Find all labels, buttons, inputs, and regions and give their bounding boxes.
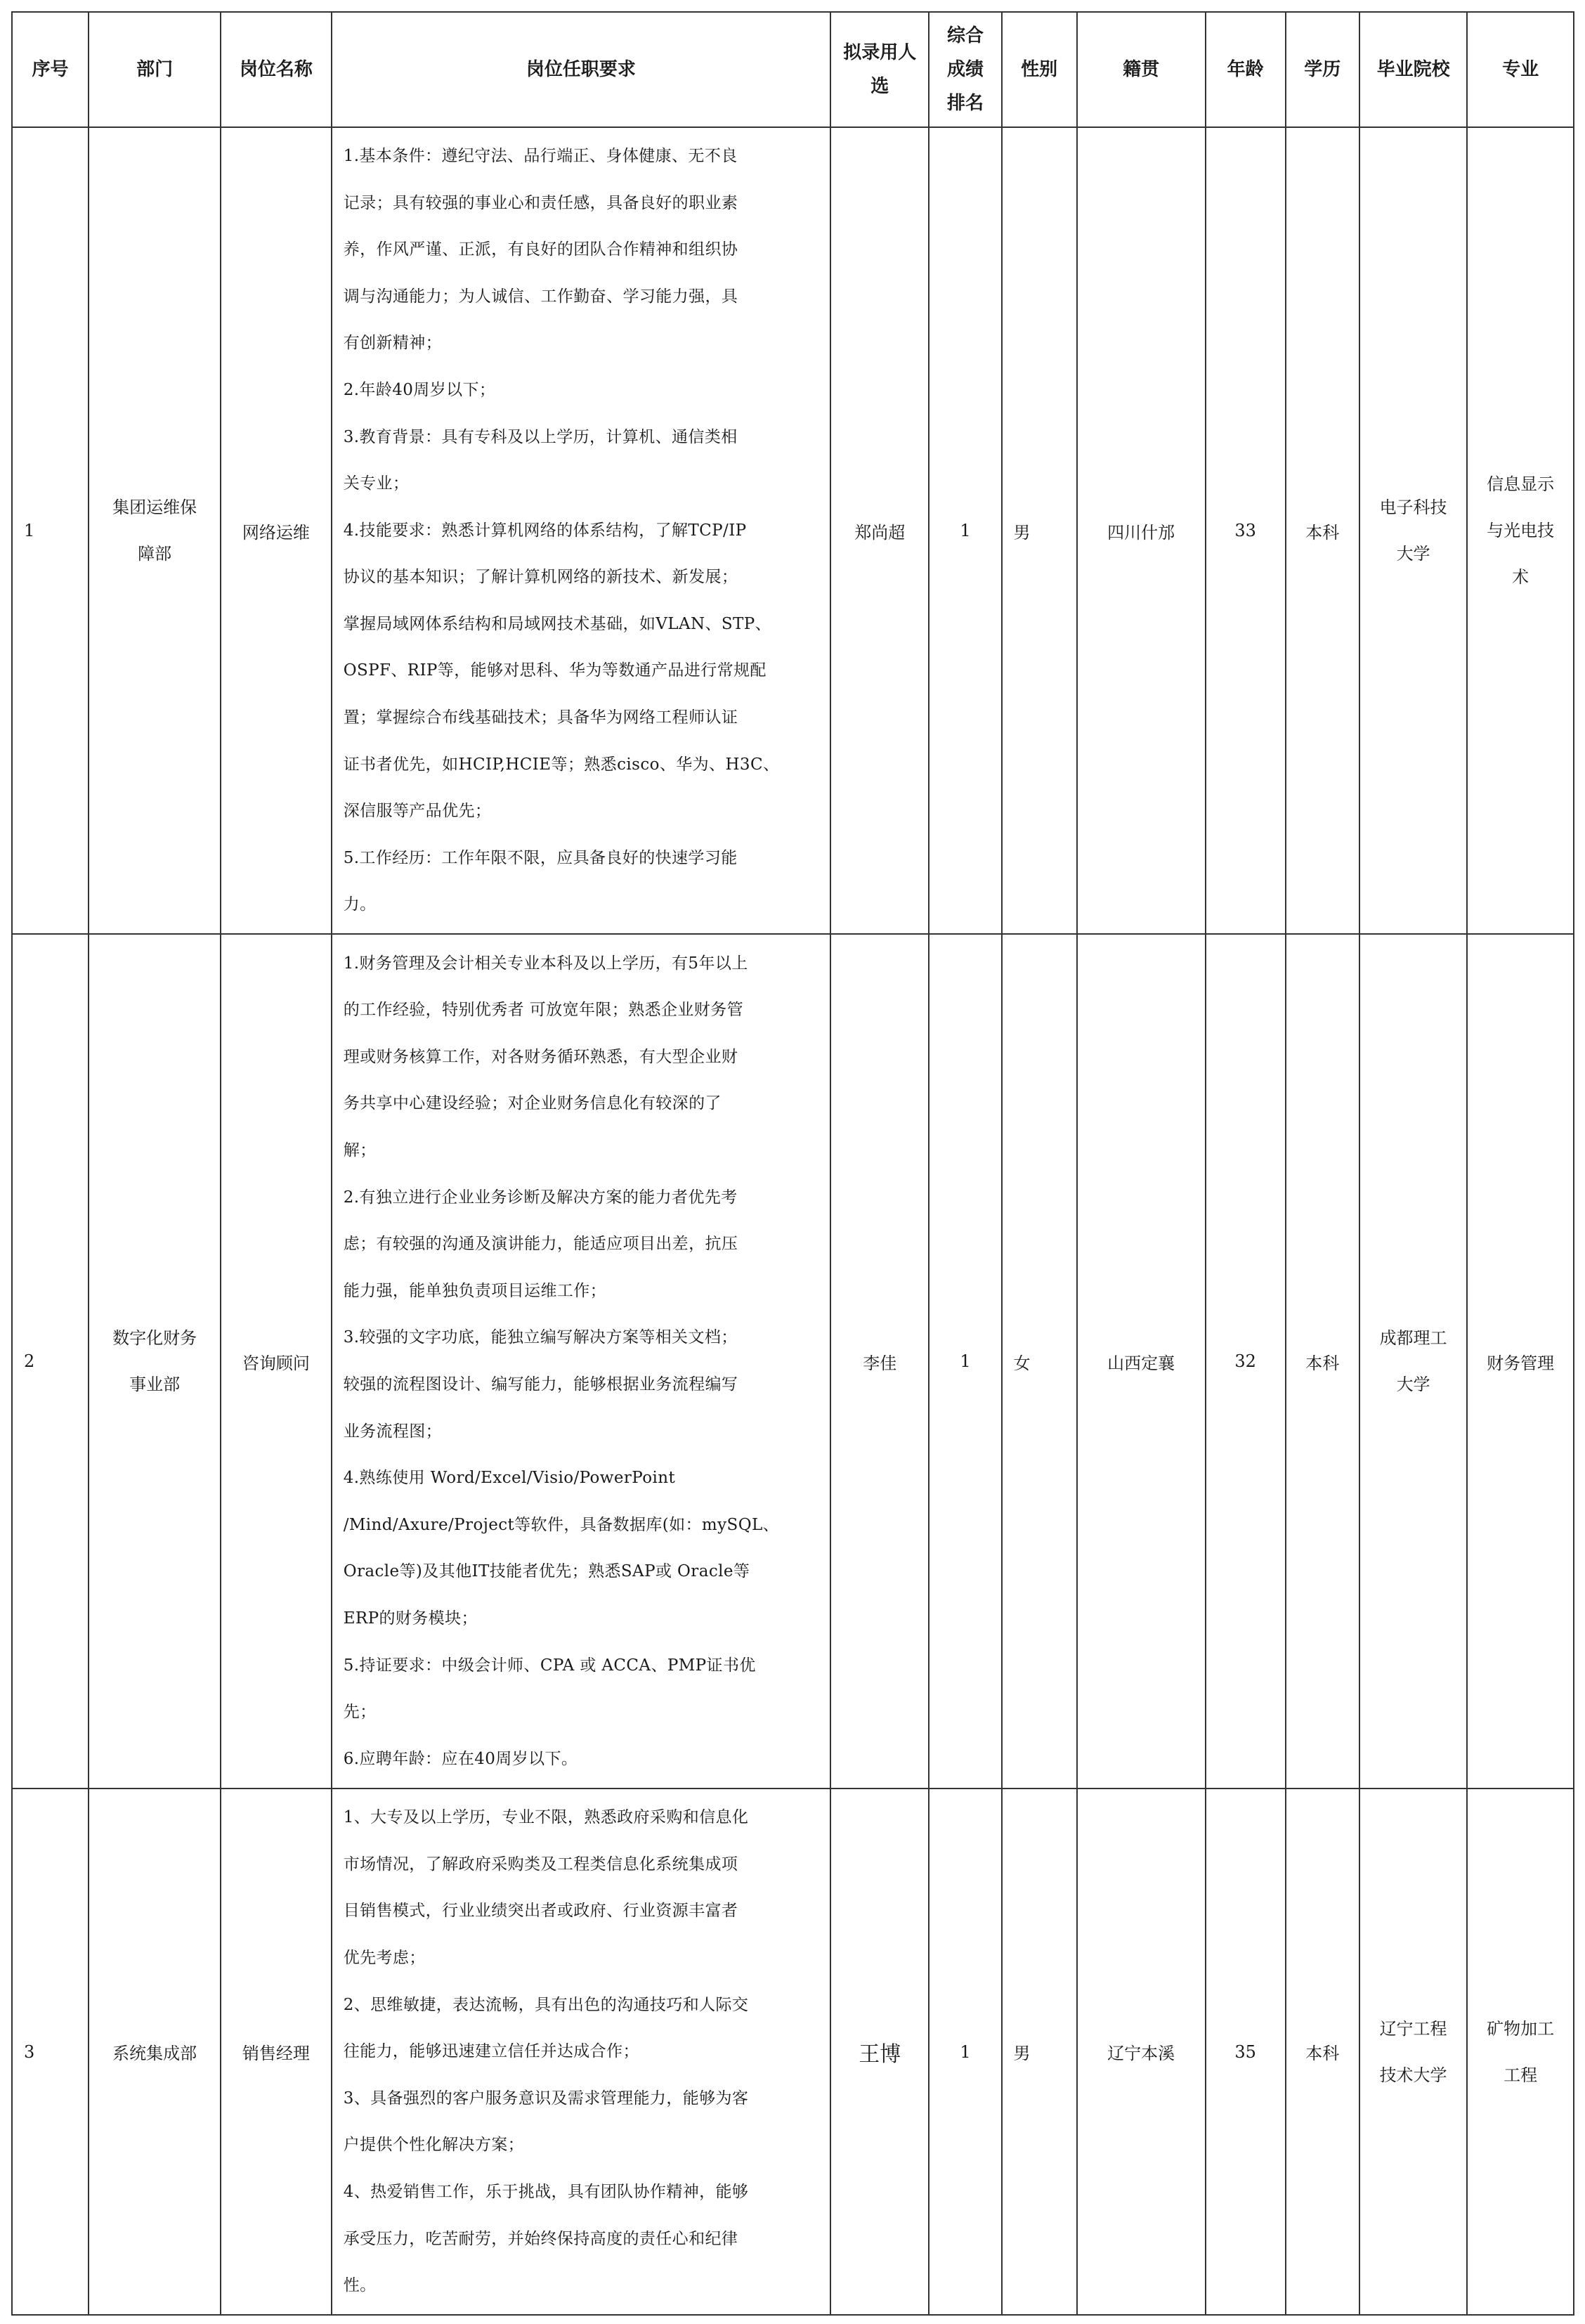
requirement-line: 4.熟练使用 Word/Excel/Visio/PowerPoint <box>343 1469 676 1488</box>
requirement-line: 先； <box>343 1703 377 1722</box>
requirement-line: 3.较强的文字功底，能独立编写解决方案等相关文档； <box>343 1328 738 1347</box>
header-rank-line3: 排名 <box>947 93 984 114</box>
row-school <box>1359 1789 1468 2315</box>
requirement-line: 1.基本条件：遵纪守法、品行端正、身体健康、无不良 <box>343 146 738 165</box>
row-gender: 男 <box>1002 127 1077 934</box>
header-no: 序号 <box>12 12 89 127</box>
requirement-line: 调与沟通能力；为人诚信、工作勤奋、学习能力强，具 <box>343 287 738 306</box>
row-candidate: 李佳 <box>830 934 929 1789</box>
row-major-line: 与光电技 <box>1487 521 1555 540</box>
row-school-line: 辽宁工程 <box>1379 2018 1447 2039</box>
row-major-line: 术 <box>1512 567 1529 587</box>
header-candidate <box>830 12 929 127</box>
row-candidate: 郑尚超 <box>830 127 929 934</box>
requirement-line: ERP的财务模块； <box>343 1609 478 1628</box>
row-candidate: 王博 <box>830 1789 929 2315</box>
row-major-line: 工程 <box>1504 2065 1538 2085</box>
requirement-line: 掌握局域网体系结构和局域网技术基础，如VLAN、STP、 <box>343 614 772 633</box>
requirement-line: 4、热爱销售工作，乐于挑战，具有团队协作精神，能够 <box>343 2182 749 2201</box>
requirement-line: 2、思维敏捷，表达流畅，具有出色的沟通技巧和人际交 <box>343 1995 749 2014</box>
requirement-line: 1、大专及以上学历，专业不限，熟悉政府采购和信息化 <box>343 1808 749 1827</box>
requirement-line: 的工作经验，特别优秀者 可放宽年限；熟悉企业财务管 <box>343 1001 743 1020</box>
row-age: 32 <box>1206 934 1286 1789</box>
requirement-line: 往能力，能够迅速建立信任并达成合作； <box>343 2042 639 2061</box>
header-row <box>12 12 1574 127</box>
recruitment-table <box>11 11 1574 2316</box>
row-dept-line: 数字化财务 <box>112 1328 197 1348</box>
row-major <box>1467 934 1574 1789</box>
row-dept <box>89 934 221 1789</box>
row-origin: 四川什邡 <box>1077 127 1206 934</box>
header-edu: 学历 <box>1286 12 1359 127</box>
requirement-line: 解； <box>343 1141 377 1160</box>
requirement-line: 记录；具有较强的事业心和责任感，具备良好的职业素 <box>343 193 738 212</box>
row-school-line: 电子科技 <box>1379 498 1447 517</box>
header-candidate-line1: 拟录用人 <box>843 42 917 63</box>
requirement-line: 虑；有较强的沟通及演讲能力，能适应项目出差，抗压 <box>343 1235 738 1254</box>
requirement-line: 证书者优先，如HCIP,HCIE等；熟悉cisco、华为、H3C、 <box>343 755 780 774</box>
header-rank-line1: 综合 <box>947 25 984 46</box>
row-school <box>1359 127 1468 934</box>
table-row <box>12 934 1574 1789</box>
requirement-line: 能力强，能单独负责项目运维工作； <box>343 1281 607 1300</box>
header-origin: 籍贯 <box>1077 12 1206 127</box>
requirement-line: 3、具备强烈的客户服务意识及需求管理能力，能够为客 <box>343 2089 749 2108</box>
row-school-line: 大学 <box>1396 544 1430 564</box>
requirement-line: 较强的流程图设计、编写能力，能够根据业务流程编写 <box>343 1375 738 1394</box>
requirement-line: 6.应聘年龄：应在40周岁以下。 <box>343 1749 578 1768</box>
requirement-line: 养，作风严谨、正派，有良好的团队合作精神和组织协 <box>343 240 738 259</box>
row-dept-line: 事业部 <box>129 1375 181 1394</box>
requirement-line: 1.财务管理及会计相关专业本科及以上学历，有5年以上 <box>343 954 748 973</box>
requirement-line: 目销售模式，行业业绩突出者或政府、行业资源丰富者 <box>343 1902 738 1921</box>
requirement-line: OSPF、RIP等，能够对思科、华为等数通产品进行常规配 <box>343 661 767 680</box>
row-no: 2 <box>12 934 89 1789</box>
row-gender: 男 <box>1002 1789 1077 2315</box>
table-row <box>12 1789 1574 2315</box>
row-edu: 本科 <box>1286 934 1359 1789</box>
requirement-line: 务共享中心建设经验；对企业财务信息化有较深的了 <box>343 1094 722 1113</box>
requirement-line: 关专业； <box>343 474 410 493</box>
requirement-line: 优先考虑； <box>343 1949 426 1968</box>
row-requirements <box>332 934 830 1789</box>
requirement-line: 2.年龄40周岁以下； <box>343 380 496 399</box>
row-origin: 辽宁本溪 <box>1077 1789 1206 2315</box>
row-requirements <box>332 1789 830 2315</box>
row-dept-line: 集团运维保 <box>112 498 197 517</box>
requirement-line: 业务流程图； <box>343 1422 443 1441</box>
header-rank-line2: 成绩 <box>947 59 984 80</box>
header-post: 岗位名称 <box>221 12 332 127</box>
row-major <box>1467 127 1574 934</box>
row-rank: 1 <box>929 934 1001 1789</box>
row-gender: 女 <box>1002 934 1077 1789</box>
requirement-line: 3.教育背景：具有专科及以上学历，计算机、通信类相 <box>343 427 738 446</box>
header-school: 毕业院校 <box>1359 12 1468 127</box>
requirement-line: 4.技能要求：熟悉计算机网络的体系结构，了解TCP/IP <box>343 521 747 540</box>
row-dept <box>89 1789 221 2315</box>
row-age: 33 <box>1206 127 1286 934</box>
row-major <box>1467 1789 1574 2315</box>
header-rank <box>929 12 1001 127</box>
row-major-line: 财务管理 <box>1487 1353 1555 1373</box>
requirement-line: 5.工作经历：工作年限不限，应具备良好的快速学习能 <box>343 848 738 867</box>
requirement-line: 有创新精神； <box>343 334 443 353</box>
row-school-line: 技术大学 <box>1379 2065 1447 2085</box>
header-req: 岗位任职要求 <box>332 12 830 127</box>
header-age: 年龄 <box>1206 12 1286 127</box>
requirement-line: 协议的基本知识；了解计算机网络的新技术、新发展； <box>343 568 738 587</box>
row-age: 35 <box>1206 1789 1286 2315</box>
requirement-line: 户提供个性化解决方案； <box>343 2136 525 2155</box>
row-major-line: 矿物加工 <box>1487 2018 1555 2039</box>
header-gender: 性别 <box>1002 12 1077 127</box>
requirement-line: Oracle等)及其他IT技能者优先；熟悉SAP或 Oracle等 <box>343 1562 750 1581</box>
requirement-line: 5.持证要求：中级会计师、CPA 或 ACCA、PMP证书优 <box>343 1656 756 1675</box>
requirement-line: 市场情况，了解政府采购类及工程类信息化系统集成项 <box>343 1855 738 1874</box>
requirement-line: 性。 <box>343 2276 377 2295</box>
row-no: 1 <box>12 127 89 934</box>
row-rank: 1 <box>929 1789 1001 2315</box>
row-rank: 1 <box>929 127 1001 934</box>
row-origin: 山西定襄 <box>1077 934 1206 1789</box>
row-no: 3 <box>12 1789 89 2315</box>
row-post: 销售经理 <box>221 1789 332 2315</box>
requirement-line: /Mind/Axure/Project等软件，具备数据库(如：mySQL、 <box>343 1515 780 1534</box>
row-school-line: 成都理工 <box>1379 1328 1447 1348</box>
requirement-line: 置；掌握综合布线基础技术；具备华为网络工程师认证 <box>343 708 738 727</box>
requirement-line: 理或财务核算工作，对各财务循环熟悉，有大型企业财 <box>343 1047 738 1066</box>
header-candidate-line2: 选 <box>870 76 889 97</box>
row-school-line: 大学 <box>1396 1375 1430 1394</box>
row-school <box>1359 934 1468 1789</box>
row-dept-line: 系统集成部 <box>112 2044 197 2063</box>
requirement-line: 深信服等产品优先； <box>343 802 492 821</box>
header-dept: 部门 <box>89 12 221 127</box>
row-requirements <box>332 127 830 934</box>
requirement-line: 2.有独立进行企业业务诊断及解决方案的能力者优先考 <box>343 1188 738 1207</box>
row-edu: 本科 <box>1286 127 1359 934</box>
row-edu: 本科 <box>1286 1789 1359 2315</box>
table-row <box>12 127 1574 934</box>
row-major-line: 信息显示 <box>1487 474 1555 494</box>
requirement-line: 力。 <box>343 895 377 914</box>
row-dept-line: 障部 <box>138 544 172 564</box>
requirement-line: 承受压力，吃苦耐劳，并始终保持高度的责任心和纪律 <box>343 2229 738 2248</box>
row-post: 网络运维 <box>221 127 332 934</box>
header-major: 专业 <box>1467 12 1574 127</box>
row-dept <box>89 127 221 934</box>
row-post: 咨询顾问 <box>221 934 332 1789</box>
